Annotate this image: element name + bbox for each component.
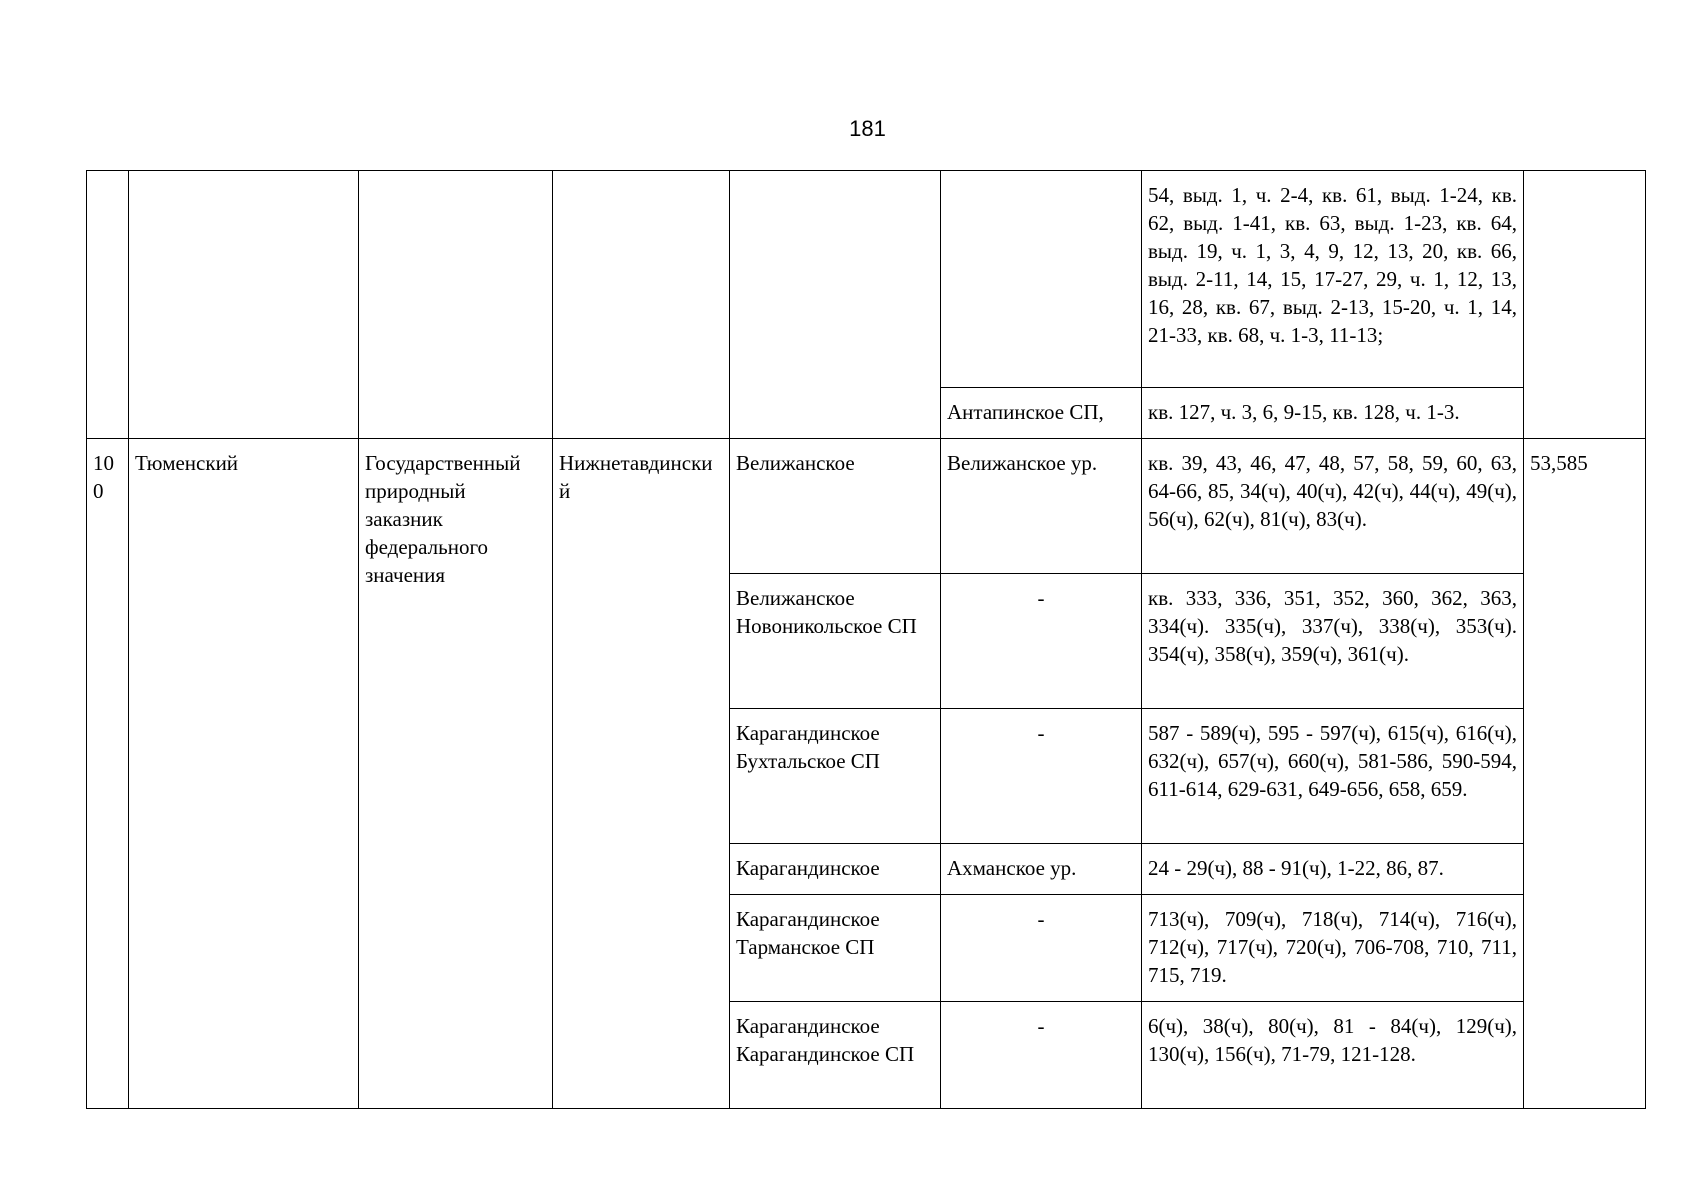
cell-quarters: кв. 39, 43, 46, 47, 48, 57, 58, 59, 60, 63, 64-66, 85, 34(ч), 40(ч), 42(ч), 44(ч), 49(ч), 56(ч), 62(ч), 81(ч), 83(ч). [1142,439,1524,574]
cell-district-forestry: Карагандинское Бухтальское СП [730,709,941,844]
registry-table [86,170,1646,1109]
table-row [87,171,1646,388]
cell-district-forestry [730,171,941,439]
cell-area: 53,585 [1524,439,1646,1109]
cell-district: Тюменский [129,439,359,1109]
cell-quarters: 587 - 589(ч), 595 - 597(ч), 615(ч), 616(ч), 632(ч), 657(ч), 660(ч), 581-586, 590-594, 611-614, 629-631, 649-656, 658, 659. [1142,709,1524,844]
cell-tract: - [941,1002,1142,1109]
cell-tract: - [941,709,1142,844]
cell-forestry: Нижнетавдинский [553,439,730,1109]
cell-tract: Велижанское ур. [941,439,1142,574]
cell-quarters: 6(ч), 38(ч), 80(ч), 81 - 84(ч), 129(ч), 130(ч), 156(ч), 71-79, 121-128. [1142,1002,1524,1109]
cell-district-forestry: Карагандинское [730,844,941,895]
cell-forestry [553,171,730,439]
page-number: 181 [849,116,886,141]
cell-quarters: кв. 333, 336, 351, 352, 360, 362, 363, 334(ч). 335(ч), 337(ч), 338(ч), 353(ч). 354(ч), 358(ч), 359(ч), 361(ч). [1142,574,1524,709]
cell-number [87,171,129,439]
cell-quarters: 54, выд. 1, ч. 2-4, кв. 61, выд. 1-24, кв. 62, выд. 1-41, кв. 63, выд. 1-23, кв. 64, выд. 19, ч. 1, 3, 4, 9, 12, 13, 20, кв. 66, выд. 2-11, 14, 15, 17-27, 29, ч. 1, 12, 13, 16, 28, кв. 67, выд. 2-13, 15-20, ч. 1, 14, 21-33, кв. 68, ч. 1-3, 11-13; [1142,171,1524,388]
cell-district [129,171,359,439]
cell-district-forestry: Велижанское Новоникольское СП [730,574,941,709]
cell-district-forestry: Велижанское [730,439,941,574]
cell-tract: Антапинское СП, [941,388,1142,439]
cell-district-forestry: Карагандинское Карагандинское СП [730,1002,941,1109]
cell-category [359,171,553,439]
cell-category: Государственный природный заказник федерального значения [359,439,553,1109]
cell-tract: - [941,574,1142,709]
cell-quarters: 24 - 29(ч), 88 - 91(ч), 1-22, 86, 87. [1142,844,1524,895]
table-row [87,439,1646,574]
cell-area [1524,171,1646,439]
cell-quarters: 713(ч), 709(ч), 718(ч), 714(ч), 716(ч), 712(ч), 717(ч), 720(ч), 706-708, 710, 711, 715, 719. [1142,895,1524,1002]
cell-quarters: кв. 127, ч. 3, 6, 9-15, кв. 128, ч. 1-3. [1142,388,1524,439]
cell-tract [941,171,1142,388]
cell-tract: Ахманское ур. [941,844,1142,895]
cell-number: 100 [87,439,129,1109]
cell-district-forestry: Карагандинское Тарманское СП [730,895,941,1002]
cell-tract: - [941,895,1142,1002]
